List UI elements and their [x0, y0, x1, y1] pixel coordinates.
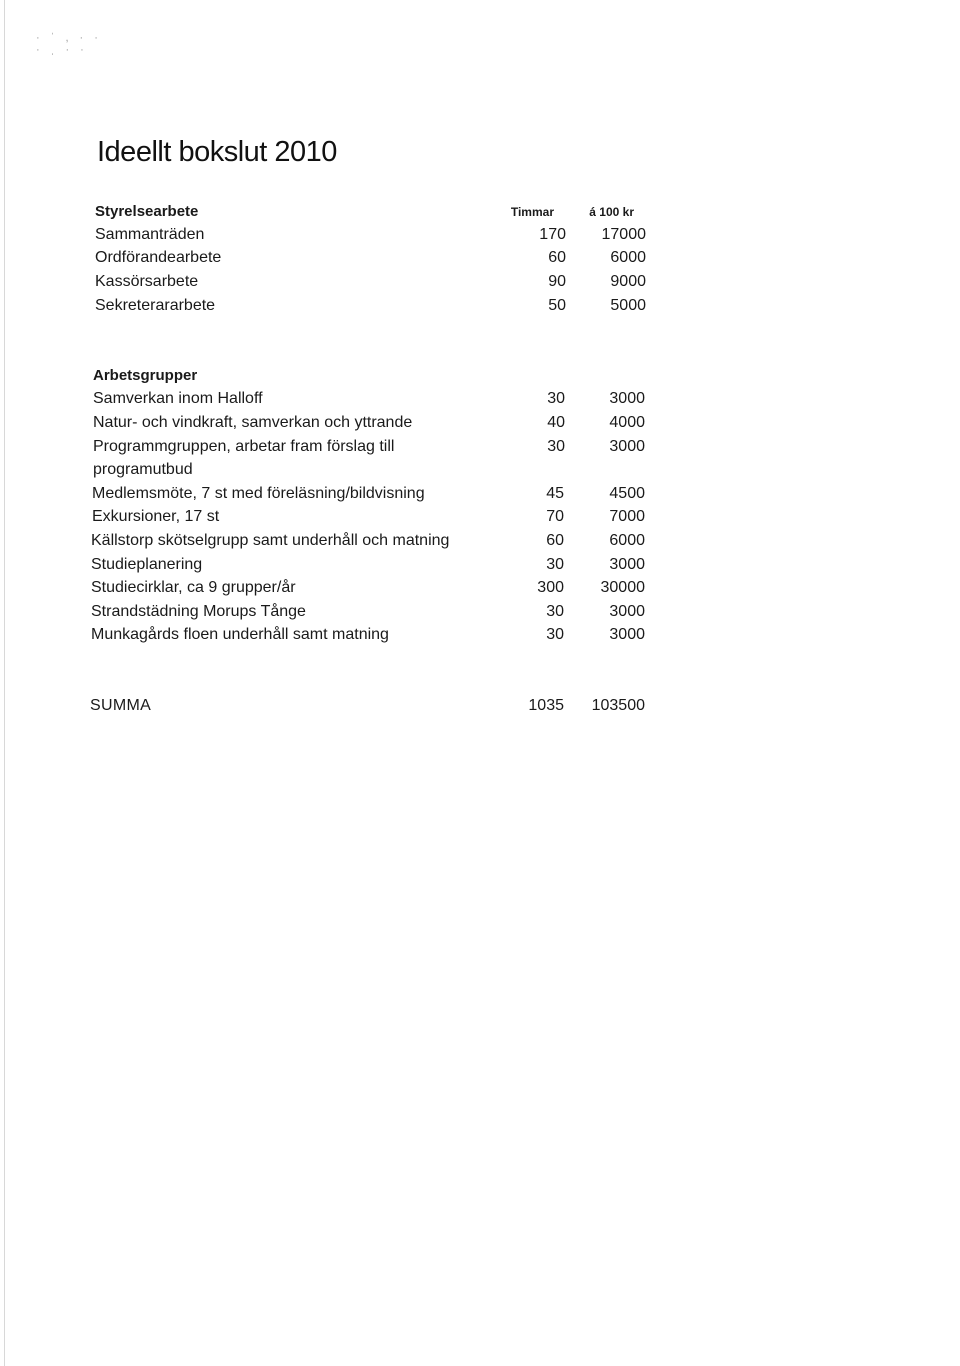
column-header-hours: Timmar: [510, 205, 554, 219]
row-hours: 30: [547, 438, 565, 455]
table-row: [0, 270, 960, 294]
row-amount: 4000: [609, 414, 645, 431]
section-heading: Styrelsearbete: [95, 203, 199, 220]
summa-label: SUMMA: [90, 697, 152, 714]
table-row: [0, 505, 960, 529]
row-label: Samverkan inom Halloff: [93, 390, 263, 407]
table-row: [0, 387, 960, 411]
row-hours: 45: [546, 485, 564, 502]
row-hours: 50: [548, 297, 566, 314]
table-row: [0, 553, 960, 577]
row-hours: 30: [547, 390, 565, 407]
row-amount: 3000: [609, 390, 645, 407]
table-row: [0, 529, 960, 553]
row-label: Strandstädning Morups Tånge: [91, 603, 306, 620]
table-row-continuation: [0, 458, 960, 482]
row-label: Ordförandearbete: [95, 249, 222, 266]
row-label: Sekreterararbete: [95, 297, 216, 314]
row-hours: 90: [548, 273, 566, 290]
scan-artifact: · ˈ , · · · ˌ · ·: [36, 32, 102, 56]
row-label: Medlemsmöte, 7 st med föreläsning/bildvisning: [92, 485, 425, 502]
row-amount: 17000: [601, 226, 646, 243]
row-hours: 300: [537, 579, 564, 596]
section-heading: Arbetsgrupper: [93, 367, 198, 384]
document-title: Ideellt bokslut 2010: [97, 136, 337, 168]
row-label: Programmgruppen, arbetar fram förslag till: [93, 438, 395, 455]
row-label: Källstorp skötselgrupp samt underhåll och matning: [91, 532, 450, 549]
row-amount: 9000: [610, 273, 646, 290]
row-amount: 4500: [609, 485, 645, 502]
table-row: [0, 576, 960, 600]
table-row: [0, 294, 960, 318]
row-hours: 70: [546, 508, 564, 525]
section-header-arbetsgrupper: [0, 364, 960, 388]
row-amount: 30000: [600, 579, 645, 596]
row-hours: 60: [546, 532, 564, 549]
row-hours: 30: [546, 603, 564, 620]
row-label: Sammanträden: [95, 226, 205, 243]
column-header-amount: á 100 kr: [589, 205, 634, 219]
row-label: Munkagårds floen underhåll samt matning: [91, 626, 389, 643]
row-hours: 30: [546, 556, 564, 573]
row-label: Exkursioner, 17 st: [92, 508, 220, 525]
row-amount: 6000: [609, 532, 645, 549]
table-row: [0, 482, 960, 506]
row-hours: 60: [548, 249, 566, 266]
table-row: [0, 246, 960, 270]
table-row: [0, 623, 960, 647]
row-hours: 40: [547, 414, 565, 431]
row-amount: 3000: [609, 438, 645, 455]
row-label: Studieplanering: [91, 556, 203, 573]
table-row: [0, 411, 960, 435]
table-row: [0, 223, 960, 247]
row-hours: 170: [539, 226, 566, 243]
row-hours: 30: [546, 626, 564, 643]
row-amount: 6000: [610, 249, 646, 266]
row-amount: 3000: [609, 556, 645, 573]
table-row: [0, 435, 960, 459]
summa-row: [0, 694, 960, 718]
summa-hours: 1035: [528, 697, 564, 714]
section-header-styrelse: [0, 200, 960, 224]
row-label: Kassörsarbete: [95, 273, 199, 290]
row-label: Studiecirklar, ca 9 grupper/år: [91, 579, 296, 596]
row-label: Natur- och vindkraft, samverkan och yttrande: [93, 414, 413, 431]
table-row: [0, 600, 960, 624]
row-amount: 5000: [610, 297, 646, 314]
row-amount: 7000: [609, 508, 645, 525]
row-amount: 3000: [609, 603, 645, 620]
row-amount: 3000: [609, 626, 645, 643]
summa-amount: 103500: [591, 697, 645, 714]
row-label-continuation: programutbud: [93, 461, 193, 478]
